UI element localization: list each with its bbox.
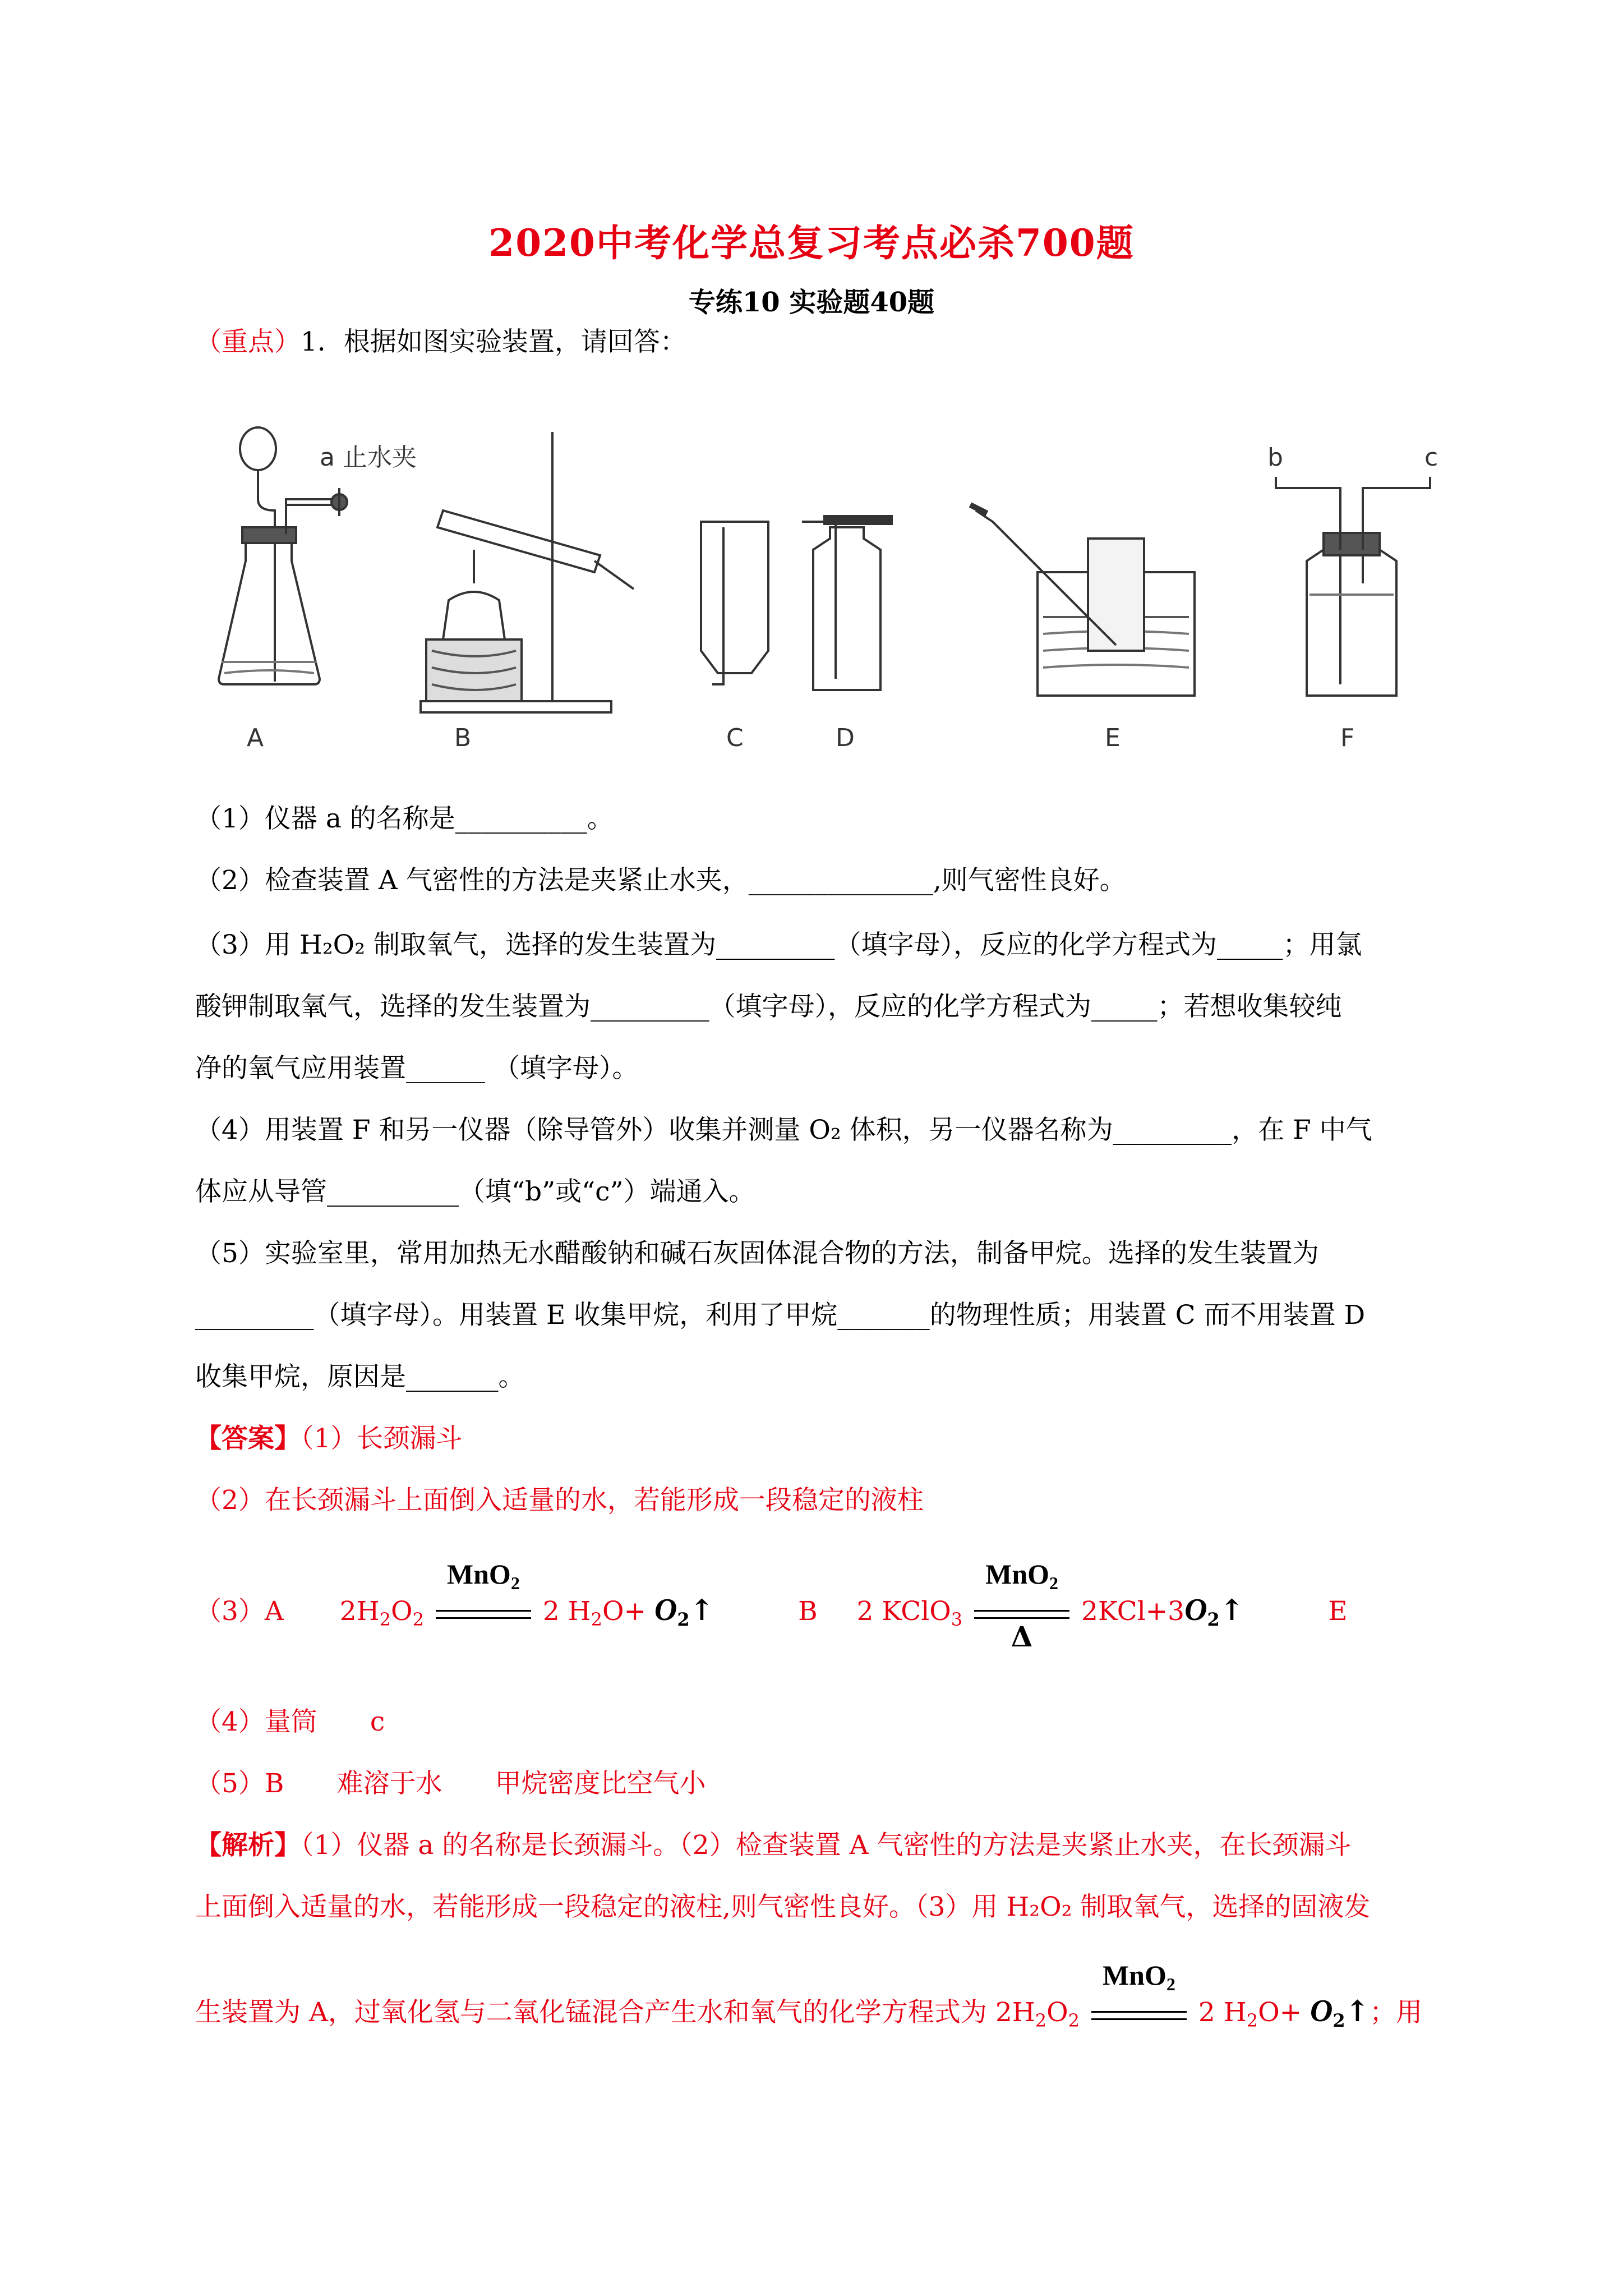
figure-label-f: F	[1340, 724, 1355, 752]
answer-part-3: （3）A $2H_2O_2$ MnO$_2$ 2 $H_2O+$ $O_2↑$ B 2 KClO$_3$ MnO$_2$ Δ $2KCl+3O_2↑$ E	[195, 1558, 1348, 1653]
apparatus-d	[802, 516, 892, 752]
figure-annotation-a: a 止水夹	[320, 443, 417, 472]
apparatus-f	[1267, 443, 1438, 752]
question-stem: 1．根据如图实验装置，请回答：	[301, 326, 686, 357]
figure-label-c: C	[726, 724, 744, 752]
answer-3-a: （3）A	[195, 1596, 284, 1627]
page-subtitle: 专练10 实验题40题	[688, 287, 935, 318]
catalyst-heat-arrow: MnO$_2$ Δ	[974, 1596, 1069, 1630]
answer-line-1	[195, 1422, 1446, 1456]
apparatus-c	[701, 522, 768, 752]
analysis-line-1	[195, 1829, 1446, 1862]
figure-label-a: A	[247, 724, 264, 752]
question-tag: （重点）	[195, 326, 301, 357]
question-part-2: （2）检查装置 A 气密性的方法是夹紧止水夹，______________,则气密性良好。	[195, 865, 1126, 896]
answer-part-1: （1）长颈漏斗	[301, 1423, 463, 1454]
analysis-eq-right: 2 H	[1198, 1997, 1247, 2028]
question-part-1: （1）仪器 a 的名称是__________。	[195, 803, 614, 834]
question-part-5-line-1: （5）实验室里，常用加热无水醋酸钠和碱石灰固体混合物的方法，制备甲烷。选择的发生装置为	[195, 1238, 1319, 1269]
answer-3-e: E	[1328, 1596, 1348, 1627]
answer-3-eq2-left: 2 KClO$_3$	[856, 1596, 963, 1630]
analysis-catalyst-arrow: MnO$_2$	[1091, 1998, 1187, 2031]
question-part-3-line-3: 净的氧气应用装置______ （填字母）。	[195, 1053, 639, 1084]
answer-label: 【答案】	[195, 1423, 301, 1454]
question-part-3-line-2: 酸钾制取氧气，选择的发生装置为_________（填字母），反应的化学方程式为_____；若想收集较纯	[195, 991, 1342, 1022]
analysis-text-suffix: ；用	[1370, 1997, 1423, 2028]
figure-label-b: B	[454, 724, 472, 752]
answer-part-2: （2）在长颈漏斗上面倒入适量的水，若能形成一段稳定的液柱	[195, 1485, 924, 1516]
figure-label-d: D	[836, 724, 855, 752]
answer-3-b: B	[798, 1596, 818, 1627]
question-part-4-line-1: （4）用装置 F 和另一仪器（除导管外）收集并测量 O₂ 体积，另一仪器名称为_________，在 F 中气	[195, 1115, 1372, 1145]
apparatus-e	[970, 505, 1195, 752]
apparatus-a	[219, 427, 417, 752]
analysis-line-2: 上面倒入适量的水，若能形成一段稳定的液柱,则气密性良好。（3）用 H₂O₂ 制取氧气，选择的固液发	[195, 1892, 1371, 1922]
answer-3-eq1-left: $2H_2O_2$	[339, 1596, 424, 1630]
question-part-3-line-1: （3）用 H₂O₂ 制取氧气，选择的发生装置为_________（填字母），反应的化学方程式为_____；用氯	[195, 930, 1362, 960]
question-part-5-line-2: _________（填字母）。用装置 E 收集甲烷，利用了甲烷_______的物理性质；用装置 C 而不用装置 D	[195, 1300, 1366, 1331]
figure-label-b-tube: b	[1267, 443, 1283, 472]
question-stem-line	[195, 325, 1446, 359]
question-part-4-line-2: 体应从导管__________（填“b”或“c”）端通入。	[195, 1176, 755, 1207]
answer-3-eq2-right: 2KCl+3	[1081, 1596, 1185, 1627]
answer-part-4: （4）量筒 c	[195, 1706, 385, 1737]
answer-3-eq1-right: 2 $H_2O+$	[542, 1596, 654, 1630]
question-part-5-line-3: 收集甲烷，原因是_______。	[195, 1361, 525, 1392]
figure-label-e: E	[1105, 724, 1121, 752]
answer-part-5: （5）B 难溶于水 甲烷密度比空气小	[195, 1768, 706, 1799]
figure-label-c-tube: c	[1424, 443, 1438, 472]
page-title: 2020中考化学总复习考点必杀700题	[488, 221, 1135, 265]
analysis-text-3: 生装置为 A，过氧化氢与二氧化锰混合产生水和氧气的化学方程式为 2H	[195, 1997, 1035, 2028]
catalyst-arrow: MnO$_2$	[436, 1596, 531, 1630]
apparatus-b	[421, 432, 634, 752]
apparatus-figure	[208, 415, 1475, 774]
analysis-text-1: （1）仪器 a 的名称是长颈漏斗。（2）检查装置 A 气密性的方法是夹紧止水夹，在长颈漏斗	[301, 1830, 1352, 1861]
analysis-label: 【解析】	[195, 1830, 301, 1861]
analysis-line-3: 生装置为 A，过氧化氢与二氧化锰混合产生水和氧气的化学方程式为 $2H_2O_2$ MnO$_2$ 2 $H_2O+$ $O_2↑$；用	[195, 1959, 1423, 2031]
